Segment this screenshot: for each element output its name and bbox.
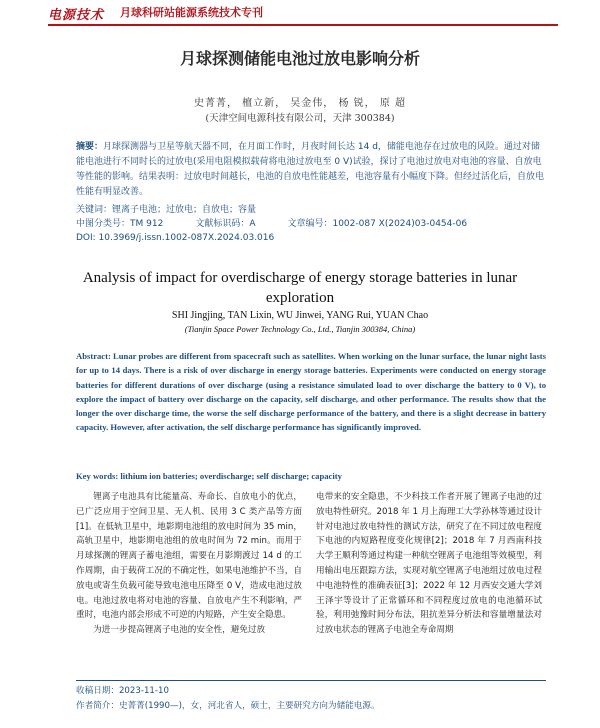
english-keywords-text: lithium ion batteries; overdischarge; self discharge; capacity (120, 471, 342, 481)
english-abstract-label: Abstract: (76, 351, 111, 361)
chinese-authors: 史菁菁， 檀立新， 吴金伟， 杨 锐， 原 超 (193, 98, 407, 109)
english-keywords (76, 471, 546, 481)
body-paragraph: 电带来的安全隐患，不少科技工作者开展了锂离子电池的过放电特性研究。2018 年 1 月上海理工大学孙林等通过设计针对电池过放电特性的测试方法，研究了在不同过放电程度下电池的内短路程度变化规律[2]；2018 年 7 月西南科技大学王顺利等通过构建一种航空锂离子电池组等效模型，利用输出电压跟踪方法，实现对航空锂离子电池组过放电过程中电池特性的准确表征[3]；2022 年 12 月西安交通大学刘王泽宇等设计了正常循环和不同程度过放电的电池循环试验，利用弛豫时间分布法，阻抗差异分析法和容量增量法对过放电状态的锂离子电池全寿命周期 (316, 492, 542, 636)
doi-line: DOI: 10.3969/j.issn.1002-087X.2024.03.016 (76, 233, 275, 243)
chinese-keywords (76, 204, 546, 217)
classification-line (76, 218, 546, 231)
author-bio: 作者简介：史菁菁(1990—)，女，河北省人，硕士，主要研究方向为储能电源。 (76, 701, 380, 711)
header-divider (48, 24, 558, 26)
chinese-abstract-label: 摘要： (76, 142, 104, 152)
article-number: 文章编号：1002-087 X(2024)03-0454-06 (287, 219, 468, 229)
chinese-keywords-label: 关键词： (76, 205, 113, 215)
body-right-column (316, 490, 542, 638)
english-keywords-label: Key words: (76, 471, 119, 481)
document-code: 文献标识码：A (195, 219, 256, 229)
english-abstract (76, 349, 546, 435)
english-authors: SHI Jingjing, TAN Lixin, WU Jinwei, YANG Rui, YUAN Chao (171, 310, 429, 321)
chinese-affiliation: (天津空间电源科技有限公司，天津 300384) (205, 113, 395, 124)
journal-header (0, 4, 600, 26)
english-affiliation: (Tianjin Space Power Technology Co., Ltd., Tianjin 300384, China) (184, 324, 416, 334)
english-abstract-text: Lunar probes are different from spacecraft such as satellites. When working on the lunar surface, the lunar night lasts for up to 14 days. There is a risk of over discharge in energy storage batteries. Experiments were conducted on energy storage batteries for different durations of over discharge (using a resistance simulated load to over discharge the battery to 0 V), to explore the impact of battery over discharge on the capacity, self discharge, and other performance. The results show that the longer the over discharge time, the worse the self discharge performance of the battery, and there is a slight decrease in battery capacity. However, after activation, the self discharge performance has significantly improved. (76, 351, 546, 433)
journal-name: 电源技术 (48, 8, 105, 23)
body-left-column (76, 490, 302, 638)
chinese-title: 月球探测储能电池过放电影响分析 (179, 49, 420, 68)
chinese-abstract (76, 140, 546, 200)
chinese-abstract-text: 月球探测器与卫星等航天器不同，在月面工作时，月夜时间长达 14 d，储能电池存在过放电的风险。通过对储能电池进行不同时长的过放电(采用电阻模拟载荷将电池过放电至 0 V)试验，探讨了电池过放电对电池的容量、自放电等性能的影响。结果表明：过放电时间越长，电池的自放电性能越差，电池容量有小幅度下降。但经过活化后，自放电性能有明显改善。 (76, 142, 545, 197)
special-issue-column: 月球科研站能源系统技术专刊 (120, 6, 263, 19)
chinese-keywords-text: 锂离子电池；过放电；自放电；容量 (112, 205, 257, 215)
received-date: 收稿日期：2023-11-10 (76, 686, 169, 696)
body-paragraph: 为进一步提高锂离子电池的安全性，避免过放 (93, 625, 266, 636)
body-paragraph: 锂离子电池具有比能量高、寿命长、自放电小的优点，已广泛应用于空间卫星、无人机、民用 3 C 类产品等方面[1]。在低轨卫星中，地影期电池组的放电时间为 35 min，高轨卫星中，地影期电池组的放电时间为 72 min。而用于月球探测的锂离子蓄电池组，需要在月影期渡过 14 d 的工作周期，由于载荷工况的不确定性，如果电池维护不当，自放电或寄生负载可能导致电池电压降至 0 V，造成电池过放电。电池过放电将对电池的容量、自放电产生不利影响，严重时，电池内部会形成不可逆的内短路，产生安全隐患。 (76, 492, 302, 621)
clc-number: 中图分类号：TM 912 (76, 219, 164, 229)
footnote-divider (76, 680, 546, 681)
english-title: Analysis of impact for overdischarge of energy storage batteries in lunar exploration (82, 270, 518, 306)
